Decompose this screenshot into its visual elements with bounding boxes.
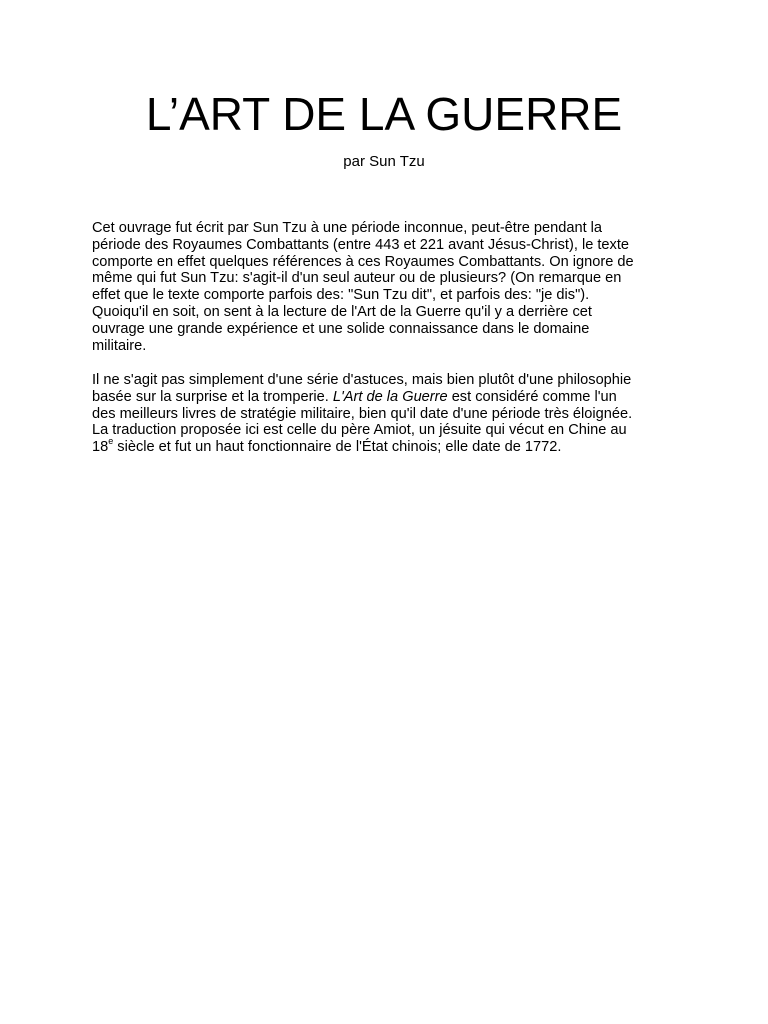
ordinal-superscript: e <box>108 436 114 447</box>
paragraph-line: comporte en effet quelques références à ces Royaumes Combattants. On ignore de <box>92 253 634 270</box>
paragraph-line: effet que le texte comporte parfois des: "Sun Tzu dit", et parfois des: "je dis"). <box>92 287 590 304</box>
paragraph-line: période des Royaumes Combattants (entre 443 et 221 avant Jésus-Christ), le texte <box>92 236 630 253</box>
document-title: L’ART DE LA GUERRE <box>145 88 623 140</box>
paragraph-line: militaire. <box>92 337 147 354</box>
paragraph-line: Il ne s'agit pas simplement d'une série d'astuces, mais bien plutôt d'une philosophie <box>92 372 632 388</box>
paragraph-line: des meilleurs livres de stratégie militaire, bien qu'il date d'une période très éloignée. <box>92 405 633 422</box>
paragraph-line: même qui fut Sun Tzu: s'agit-il d'un seul auteur ou de plusieurs? (On remarque en <box>92 270 622 287</box>
text-run: basée sur la surprise et la tromperie. <box>92 388 333 405</box>
paragraph-line: Cet ouvrage fut écrit par Sun Tzu à une période inconnue, peut-être pendant la <box>92 220 603 236</box>
text-run: est considéré comme l'un <box>447 388 617 405</box>
book-title-italic: L'Art de la Guerre <box>332 388 448 405</box>
paragraph-line <box>92 389 674 406</box>
century-number: 18 <box>92 439 109 456</box>
text-run: siècle et fut un haut fonctionnaire de l'État chinois; elle date de 1772. <box>113 439 562 456</box>
paragraph-line: Quoiqu'il en soit, on sent à la lecture de l'Art de la Guerre qu'il y a derrière cet <box>92 303 592 320</box>
paragraph-philosophy <box>92 372 674 456</box>
paragraph-line: La traduction proposée ici est celle du père Amiot, un jésuite qui vécut en Chine au <box>92 422 627 439</box>
document-byline: par Sun Tzu <box>343 153 425 170</box>
paragraph-intro <box>92 220 674 354</box>
paragraph-line <box>92 436 674 456</box>
paragraph-line: ouvrage une grande expérience et une solide connaissance dans le domaine <box>92 320 590 337</box>
